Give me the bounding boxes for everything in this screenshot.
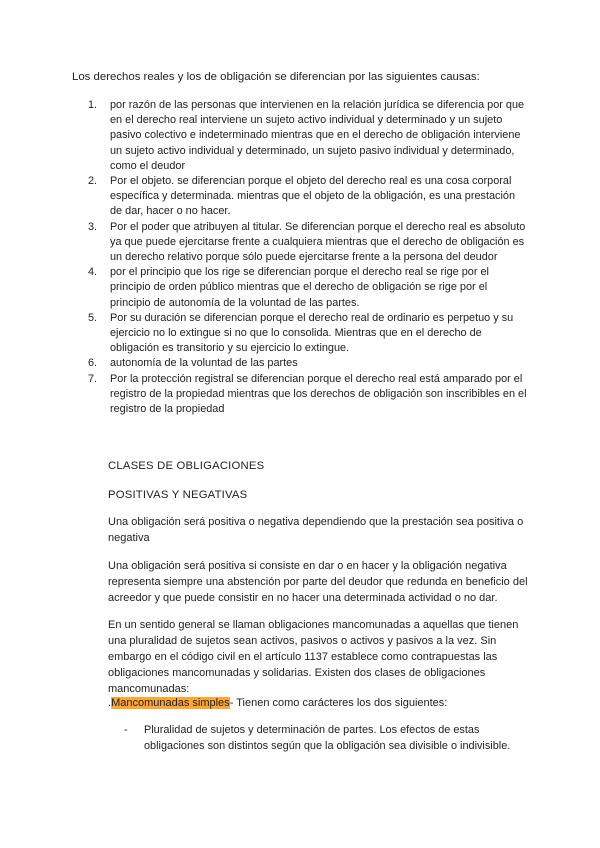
heading-positivas: POSITIVAS Y NEGATIVAS <box>108 489 248 501</box>
list-item <box>88 265 528 311</box>
highlighted-term: Mancomunadas simples <box>111 697 230 709</box>
list-number: 4. <box>88 266 98 279</box>
list-number: 1. <box>88 99 98 111</box>
paragraph-definicion: Una obligación será positiva si consiste en dar o en hacer y la obligación negativa representa siempre una abstención por parte del deudor que redunda en beneficio del acreedor y que puede consistir en no hacer una determinada actividad o no dar. <box>108 560 528 604</box>
list-item <box>88 372 528 418</box>
mancomunadas-simples-line <box>108 695 536 711</box>
list-item <box>88 356 528 371</box>
list-number: 3. <box>88 220 98 233</box>
heading-clases: CLASES DE OBLIGACIONES <box>108 460 265 472</box>
list-item-text: Por su duración se diferencian porque el derecho real de ordinario es perpetuo y su ejercicio no lo extingue si no que lo consolida. Mientras que en el derecho de obligación es transitorio y su ejercicio lo extingue. <box>110 311 514 355</box>
list-number: 5. <box>88 311 98 324</box>
line-suffix: - Tienen como carácteres los dos siguientes: <box>229 697 448 709</box>
list-number: 2. <box>88 175 98 188</box>
list-item-text: Por el objeto. se diferencian porque el objeto del derecho real es una cosa corporal específica y determinada. mientras que el objeto de la obligación, es una prestación de dar, hacer o no hacer. <box>110 175 516 218</box>
intro-text: Los derechos reales y los de obligación se diferencian por las siguientes causas: <box>72 71 480 83</box>
bullet-text: Pluralidad de sujetos y determinación de partes. Los efectos de estas obligaciones son distintos según que la obligación sea divisible o indivisible. <box>144 724 511 752</box>
line-prefix: . <box>108 697 112 709</box>
list-number: 7. <box>88 372 98 385</box>
list-item-text: por razón de las personas que intervienen en la relación jurídica se diferencia por que en el derecho real interviene un sujeto activo individual y determinado y un sujeto pasivo colectivo e indeterminado mientras que en el derecho de obligación interviene un sujeto activo individual y determinado, un sujeto pasivo individual y determinado, como el deudor <box>110 99 525 172</box>
list-item <box>88 98 528 174</box>
list-item-text: Por la protección registral se diferencian porque el derecho real está amparado por el registro de la propiedad mientras que los derechos de obligación son inscribibles en el registro de la propiedad <box>110 372 527 416</box>
list-item <box>88 174 528 220</box>
causes-list <box>88 98 528 417</box>
list-item-text: por el principio que los rige se diferencian porque el derecho real se rige por el principio de orden público mientras que el derecho de obligación se rige por el principio de autonomía de la voluntad de las partes. <box>110 266 489 309</box>
list-item <box>88 220 528 266</box>
list-item-text: autonomía de la voluntad de las partes <box>110 357 298 370</box>
list-item-text: Por el poder que atribuyen al titular. Se diferencian porque el derecho real es absoluto ya que puede ejercitarse frente a cualquiera mientras que el derecho de obligación es un derecho relativo porque sólo puede ejercitarse frente a la persona del deudor <box>110 220 526 264</box>
bullet-dash: - <box>124 724 128 736</box>
bullet-item <box>124 722 534 754</box>
paragraph-positiva-negativa: Una obligación será positiva o negativa dependiendo que la prestación sea positiva o negativa <box>108 516 524 544</box>
paragraph-mancomunadas: En un sentido general se llaman obligaciones mancomunadas a aquellas que tienen una pluralidad de sujetos sean activos, pasivos o activos y pasivos a la vez. Sin embargo en el código civil en el artículo 1137 establece como contrapuestas las obligaciones mancomunadas y solidarias. Existen dos clases de obligaciones mancomunadas: <box>108 619 519 695</box>
list-number: 6. <box>88 357 98 370</box>
list-item <box>88 311 528 357</box>
